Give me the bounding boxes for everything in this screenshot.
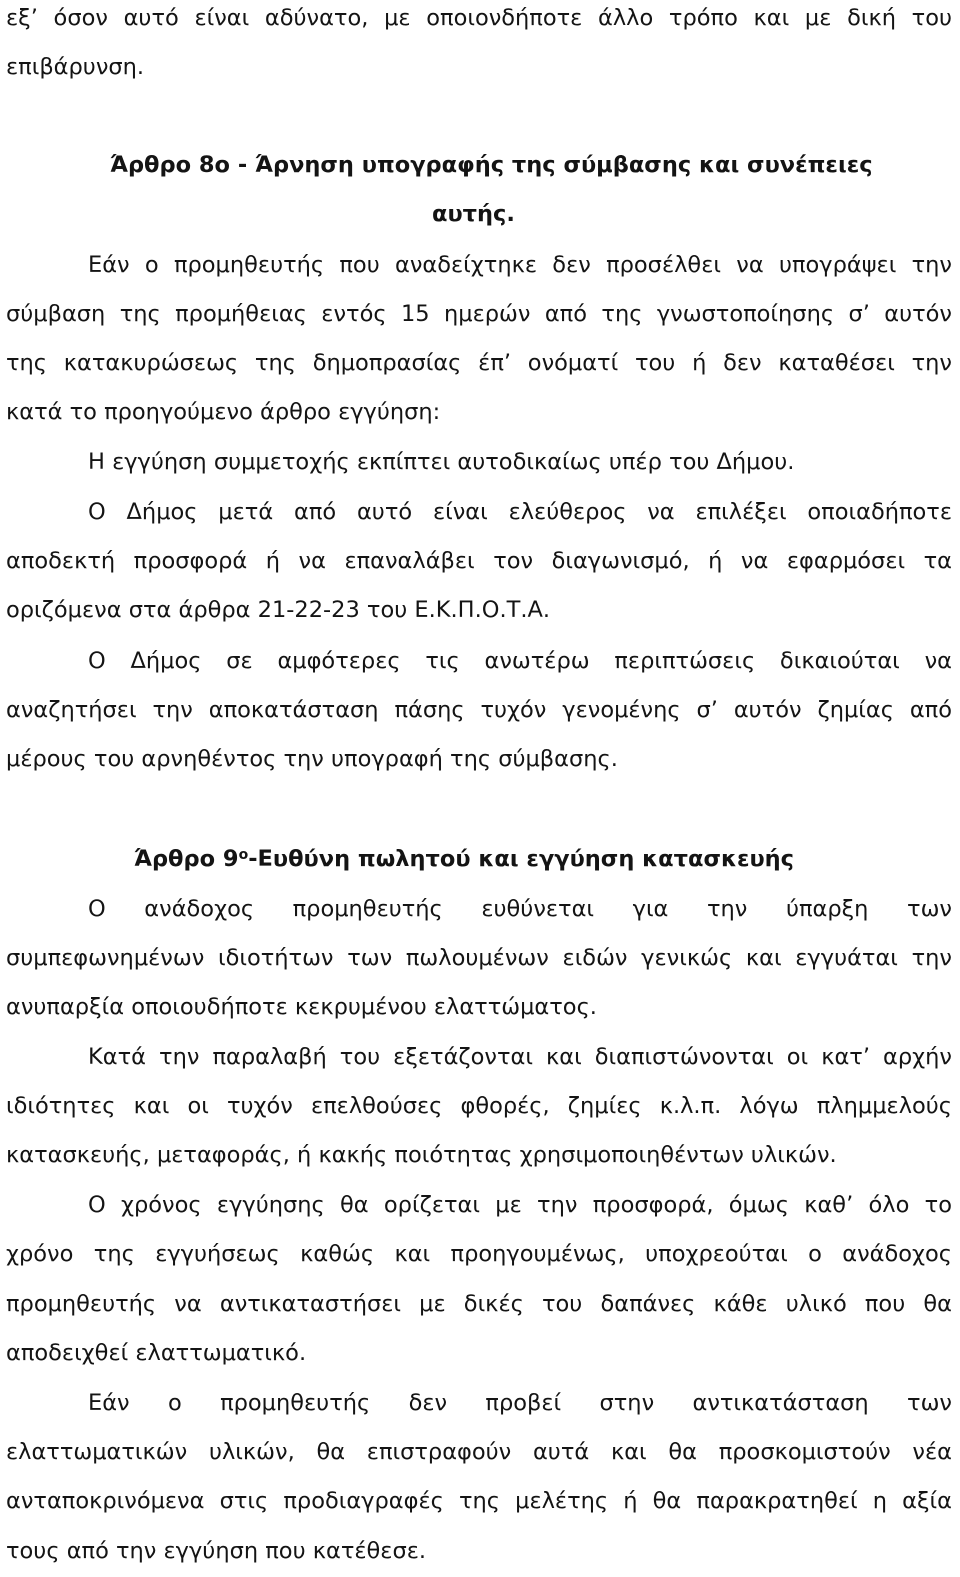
article-9-paragraph-line: συμπεφωνημένων ιδιοτήτων των πωλουμένων ειδών γενικώς και εγγυάται την [6, 945, 952, 971]
article-9-title-prefix: Άρθρο 9 [134, 846, 239, 872]
article-8-paragraph-line: Εάν ο προμηθευτής που αναδείχτηκε δεν προσέλθει να υπογράψει την [88, 252, 952, 278]
article-9-paragraph-line: αποδειχθεί ελαττωματικό. [6, 1340, 307, 1366]
article-8-paragraph-line: Ο Δήμος μετά από αυτό είναι ελεύθερος να επιλέξει οποιαδήποτε [88, 499, 952, 525]
intro-line-2: επιβάρυνση. [6, 54, 145, 80]
article-8-title-line-2: αυτής. [432, 201, 515, 227]
article-8-paragraph-line: αναζητήσει την αποκατάσταση πάσης τυχόν γενομένης σ’ αυτόν ζημίας από [6, 697, 952, 723]
article-8-paragraph-line: οριζόμενα στα άρθρα 21-22-23 του Ε.Κ.Π.Ο.Τ.Α. [6, 597, 551, 623]
article-9-paragraph-line: ανταποκρινόμενα στις προδιαγραφές της μελέτης ή θα παρακρατηθεί η αξία [6, 1488, 952, 1514]
article-8-paragraph-line: αποδεκτή προσφορά ή να επαναλάβει τον διαγωνισμό, ή να εφαρμόσει τα [6, 548, 952, 574]
article-8-paragraph-line: σύμβαση της προμήθειας εντός 15 ημερών από της γνωστοποίησης σ’ αυτόν [6, 301, 952, 327]
article-9-paragraph-line: ιδιότητες και οι τυχόν επελθούσες φθορές, ζημίες κ.λ.π. λόγω πλημμελούς [6, 1093, 952, 1119]
article-8-title-line-1: Άρθρο 8ο - Άρνηση υπογραφής της σύμβασης και συνέπειες [110, 152, 873, 178]
article-8-paragraph-line: κατά το προηγούμενο άρθρο εγγύηση: [6, 399, 441, 425]
intro-line-1: εξ’ όσον αυτό είναι αδύνατο, με οποιονδήποτε άλλο τρόπο και με δική του [6, 5, 952, 31]
article-9-paragraph-line: προμηθευτής να αντικαταστήσει με δικές του δαπάνες κάθε υλικό που θα [6, 1291, 952, 1317]
article-9-title [134, 840, 952, 878]
article-8-paragraph-line: Ο Δήμος σε αμφότερες τις ανωτέρω περιπτώσεις δικαιούται να [88, 648, 952, 674]
article-9-paragraph-line: χρόνο της εγγυήσεως καθώς και προηγουμένως, υποχρεούται ο ανάδοχος [6, 1241, 952, 1267]
article-9-paragraph-line: Εάν ο προμηθευτής δεν προβεί στην αντικατάσταση των [88, 1390, 952, 1416]
article-8-paragraph-line: της κατακυρώσεως της δημοπρασίας έπ’ ονόματί του ή δεν καταθέσει την [6, 350, 952, 376]
article-9-paragraph-line: Κατά την παραλαβή του εξετάζονται και διαπιστώνονται οι κατ’ αρχήν [88, 1044, 952, 1070]
article-9-paragraph-line: ανυπαρξία οποιουδήποτε κεκρυμένου ελαττώματος. [6, 994, 597, 1020]
article-9-paragraph-line: τους από την εγγύηση που κατέθεσε. [6, 1538, 427, 1564]
article-8-paragraph-line: μέρους του αρνηθέντος την υπογραφή της σύμβασης. [6, 746, 618, 772]
article-9-paragraph-line: ελαττωματικών υλικών, θα επιστραφούν αυτά και θα προσκομιστούν νέα [6, 1439, 952, 1465]
article-9-title-superscript: ο [238, 847, 249, 863]
article-9-title-text: -Ευθύνη πωλητού και εγγύηση κατασκευής [248, 846, 795, 872]
article-9-paragraph-line: κατασκευής, μεταφοράς, ή κακής ποιότητας χρησιμοποιηθέντων υλικών. [6, 1142, 837, 1168]
article-8-paragraph-line: Η εγγύηση συμμετοχής εκπίπτει αυτοδικαίως υπέρ του Δήμου. [88, 449, 795, 475]
article-9-paragraph-line: Ο ανάδοχος προμηθευτής ευθύνεται για την ύπαρξη των [88, 896, 952, 922]
article-9-paragraph-line: Ο χρόνος εγγύησης θα ορίζεται με την προσφορά, όμως καθ’ όλο το [88, 1192, 952, 1218]
